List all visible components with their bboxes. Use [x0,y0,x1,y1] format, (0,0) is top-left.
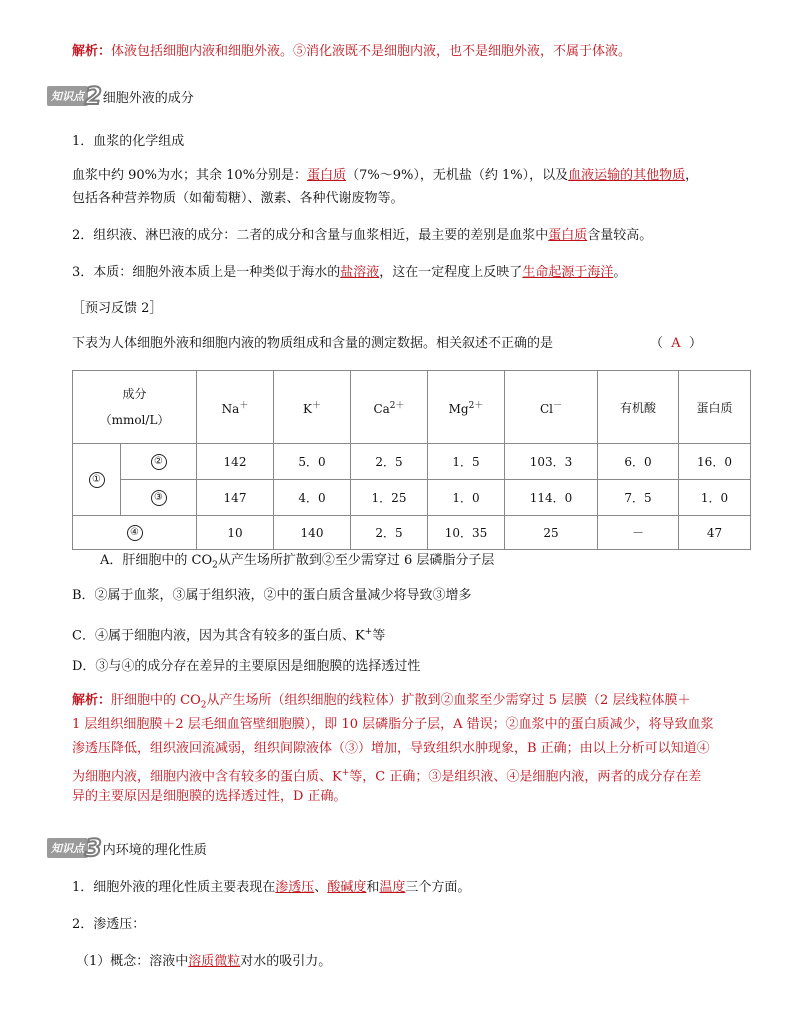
table-row: ④ 10 140 2．5 10．35 25 － 47 [73,516,751,550]
question: 下表为人体细胞外液和细胞内液的物质组成和含量的测定数据。相关叙述不正确的是 （ A ） [72,333,754,355]
col-header: K＋ [274,371,351,444]
item-1-title: 1．血浆的化学组成 [72,134,185,149]
section-number: 3 [85,834,102,862]
blank-answer: 生命起源于海洋 [522,265,614,280]
paragraph-plasma-line2: 包括各种营养物质（如葡萄糖）、激素、各种代谢废物等。 [72,191,404,206]
option-d: D．③与④的成分存在差异的主要原因是细胞膜的选择透过性 [72,659,421,674]
blank-answer: 蛋白质 [548,228,588,243]
row-group-label: ① [73,444,121,516]
table-row: ① ② 142 5．0 2．5 1．5 103．3 6．0 16．0 [73,444,751,480]
col-header: Na＋ [197,371,274,444]
row-label: ② [121,444,197,480]
knowledge-badge: 知识点 [47,86,88,106]
item-3: 3．本质：细胞外液本质上是一种类似于海水的盐溶液，这在一定程度上反映了生命起源于海洋。 [72,265,627,280]
section-title: 细胞外液的成分 [102,90,194,106]
table-row: ③ 147 4．0 1．25 1．0 114．0 7．5 1．0 [73,480,751,516]
section-3-item-2-1: （1）概念：溶液中溶质微粒对水的吸引力。 [76,954,332,969]
section-number: 2 [85,82,102,110]
row-label: ④ [73,516,197,550]
row-label: ③ [121,480,197,516]
analysis-1: 解析：体液包括细胞内液和细胞外液。⑤消化液既不是细胞内液，也不是细胞外液，不属于体液。 [72,44,632,59]
blank-answer: 溶质微粒 [188,954,241,969]
col-header: 有机酸 [598,371,679,444]
item-2: 2．组织液、淋巴液的成分：二者的成分和含量与血浆相近，最主要的差别是血浆中蛋白质含量较高。 [72,228,653,243]
answer: A [671,336,681,351]
blank-answer: 渗透压 [275,880,315,895]
feedback-label: ［预习反馈 2］ [72,301,163,316]
section-2-heading [47,82,194,110]
section-title: 内环境的理化性质 [102,842,207,858]
answer-paren: （ A ） [650,336,702,351]
option-c: C．④属于细胞内液，因为其含有较多的蛋白质、K+等 [72,627,386,644]
paragraph-plasma: 血浆中约 90%为水；其余 10%分别是：蛋白质（7%～9%），无机盐（约 1%），以及血液运输的其他物质， [72,168,699,183]
option-b: B．②属于血浆，③属于组织液，②中的蛋白质含量减少将导致③增多 [72,588,472,603]
blank-answer: 温度 [379,880,406,895]
blank-answer: 盐溶液 [340,265,380,280]
col-header: $Mg^{2+}$ [428,371,505,444]
knowledge-badge: 知识点 [47,838,88,858]
option-a: A．肝细胞中的 $CO_2$从产生场所扩散到②至少需穿过 6 层磷脂分子层 [100,553,495,571]
section-3-item-1: 1．细胞外液的理化性质主要表现在渗透压、酸碱度和温度三个方面。 [72,880,471,895]
blank-answer: 血液运输的其他物质 [568,168,686,183]
col-header: 蛋白质 [679,371,751,444]
analysis-label: 解析： [72,693,112,708]
analysis-label: 解析： [72,44,112,59]
blank-answer: 酸碱度 [327,880,367,895]
col-header: Cl－ [505,371,598,444]
section-3-item-2: 2．渗透压： [72,917,146,932]
table-header-row [73,371,751,444]
blank-answer: 蛋白质 [307,168,347,183]
col-header: $Ca^{2+}$ [351,371,428,444]
header-label-cell: 成分 （mmol/L） [73,371,197,444]
data-table [72,370,751,550]
section-3-heading [47,834,207,862]
